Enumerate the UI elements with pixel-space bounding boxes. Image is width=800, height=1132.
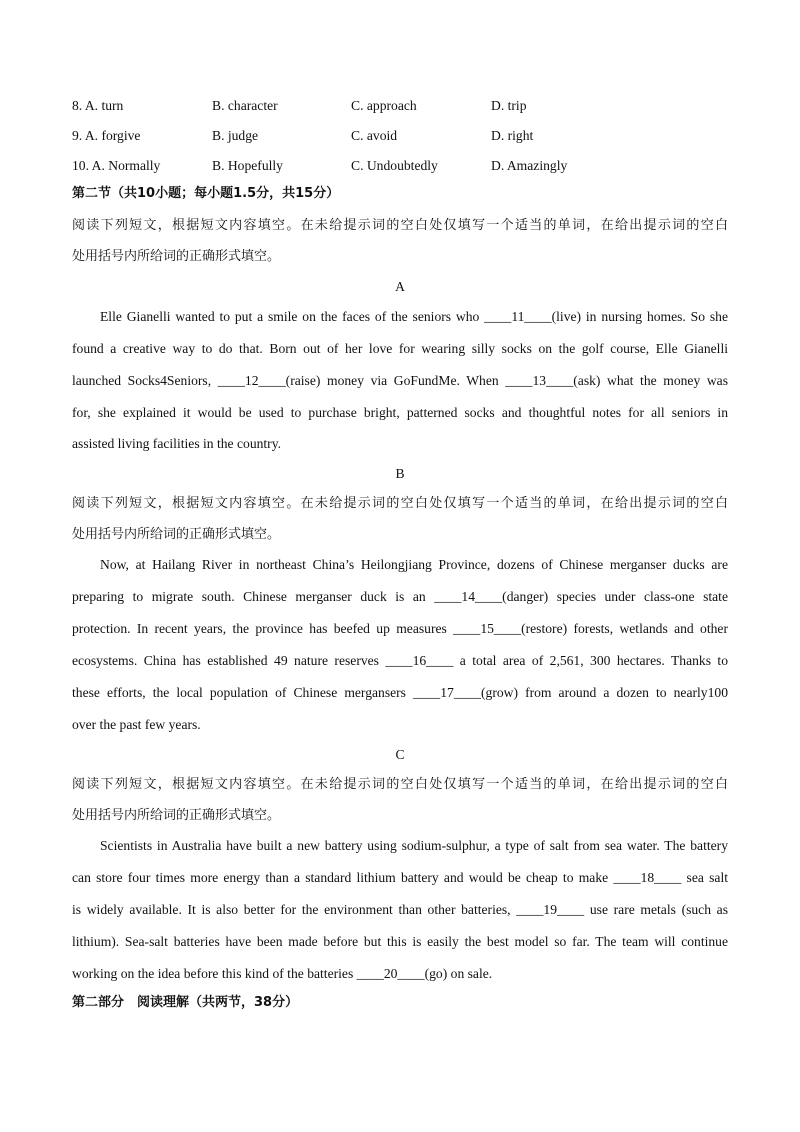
passage-a-line-5: assisted living facilities in the country. [72,436,282,451]
option-8-c: C. approach [351,98,417,113]
option-9-c: C. avoid [351,128,398,143]
option-10-c: C. Undoubtedly [351,158,438,173]
passage-c-line-1: Scientists in Australia have built a new battery using sodium-sulphur, a type of salt from sea water. The battery [100,838,728,853]
option-9-b: B. judge [212,128,259,143]
part-2-heading: 第二部分 阅读理解（共两节，38分） [72,995,299,1010]
option-10-b: B. Hopefully [212,158,283,173]
passage-a-line-3: launched Socks4Seniors, ____12____(raise) money via GoFundMe. When ____13____(ask) what the money was [72,373,728,388]
passage-a-line-2: found a creative way to do that. Born out of her love for wearing silly socks on the golf course, Elle Gianelli [72,341,728,356]
passage-c-line-2: can store four times more energy than a standard lithium battery and would be cheap to make ____18____ sea salt [72,870,728,885]
option-8-d: D. trip [491,98,527,113]
passage-c-label: C [395,747,405,762]
passage-b-line-1: Now, at Hailang River in northeast China’s Heilongjiang Province, dozens of Chinese merganser ducks are [100,557,728,572]
passage-c-instruction-line-2: 处用括号内所给词的正确形式填空。 [72,808,281,823]
option-10-a: 10. A. Normally [72,158,161,173]
passage-c-instruction-line-1: 阅读下列短文，根据短文内容填空。在未给提示词的空白处仅填写一个适当的单词，在给出提示词的空白 [72,777,728,792]
option-9-a: 9. A. forgive [72,128,141,143]
section-2-instruction-line-2: 处用括号内所给词的正确形式填空。 [72,249,281,264]
passage-a-label: A [395,279,405,294]
passage-b-line-5: these efforts, the local population of Chinese mergansers ____17____(grow) from around a dozen to nearly100 [72,685,728,700]
passage-c-line-4: lithium). Sea-salt batteries have been made before but this is easily the best model so far. The team will continue [72,934,728,949]
passage-b-label: B [395,466,405,481]
passage-b-instruction-line-2: 处用括号内所给词的正确形式填空。 [72,527,281,542]
passage-c-line-3: is widely available. It is also better for the environment than other batteries, ____19____ use rare metals (such as [72,902,728,917]
passage-c-line-5: working on the idea before this kind of the batteries ____20____(go) on sale. [72,966,493,981]
option-8-a: 8. A. turn [72,98,124,113]
passage-b-line-3: protection. In recent years, the province has beefed up measures ____15____(restore) forests, wetlands and other [72,621,728,636]
passage-b-instruction-line-1: 阅读下列短文，根据短文内容填空。在未给提示词的空白处仅填写一个适当的单词，在给出提示词的空白 [72,496,728,511]
option-10-d: D. Amazingly [491,158,568,173]
passage-b-line-6: over the past few years. [72,717,201,732]
passage-a-line-4: for, she explained it would be used to purchase bright, patterned socks and thoughtful notes for all seniors in [72,405,728,420]
passage-a-line-1: Elle Gianelli wanted to put a smile on the faces of the seniors who ____11____(live) in nursing homes. So she [100,309,728,324]
option-8-b: B. character [212,98,278,113]
passage-b-line-4: ecosystems. China has established 49 nature reserves ____16____ a total area of 2,561, 300 hectares. Thanks to [72,653,728,668]
option-9-d: D. right [491,128,534,143]
passage-b-line-2: preparing to migrate south. Chinese merganser duck is an ____14____(danger) species under class-one state [72,589,728,604]
section-2-heading: 第二节（共10小题；每小题1.5分，共15分） [72,186,340,201]
section-2-instruction-line-1: 阅读下列短文，根据短文内容填空。在未给提示词的空白处仅填写一个适当的单词，在给出提示词的空白 [72,218,728,233]
